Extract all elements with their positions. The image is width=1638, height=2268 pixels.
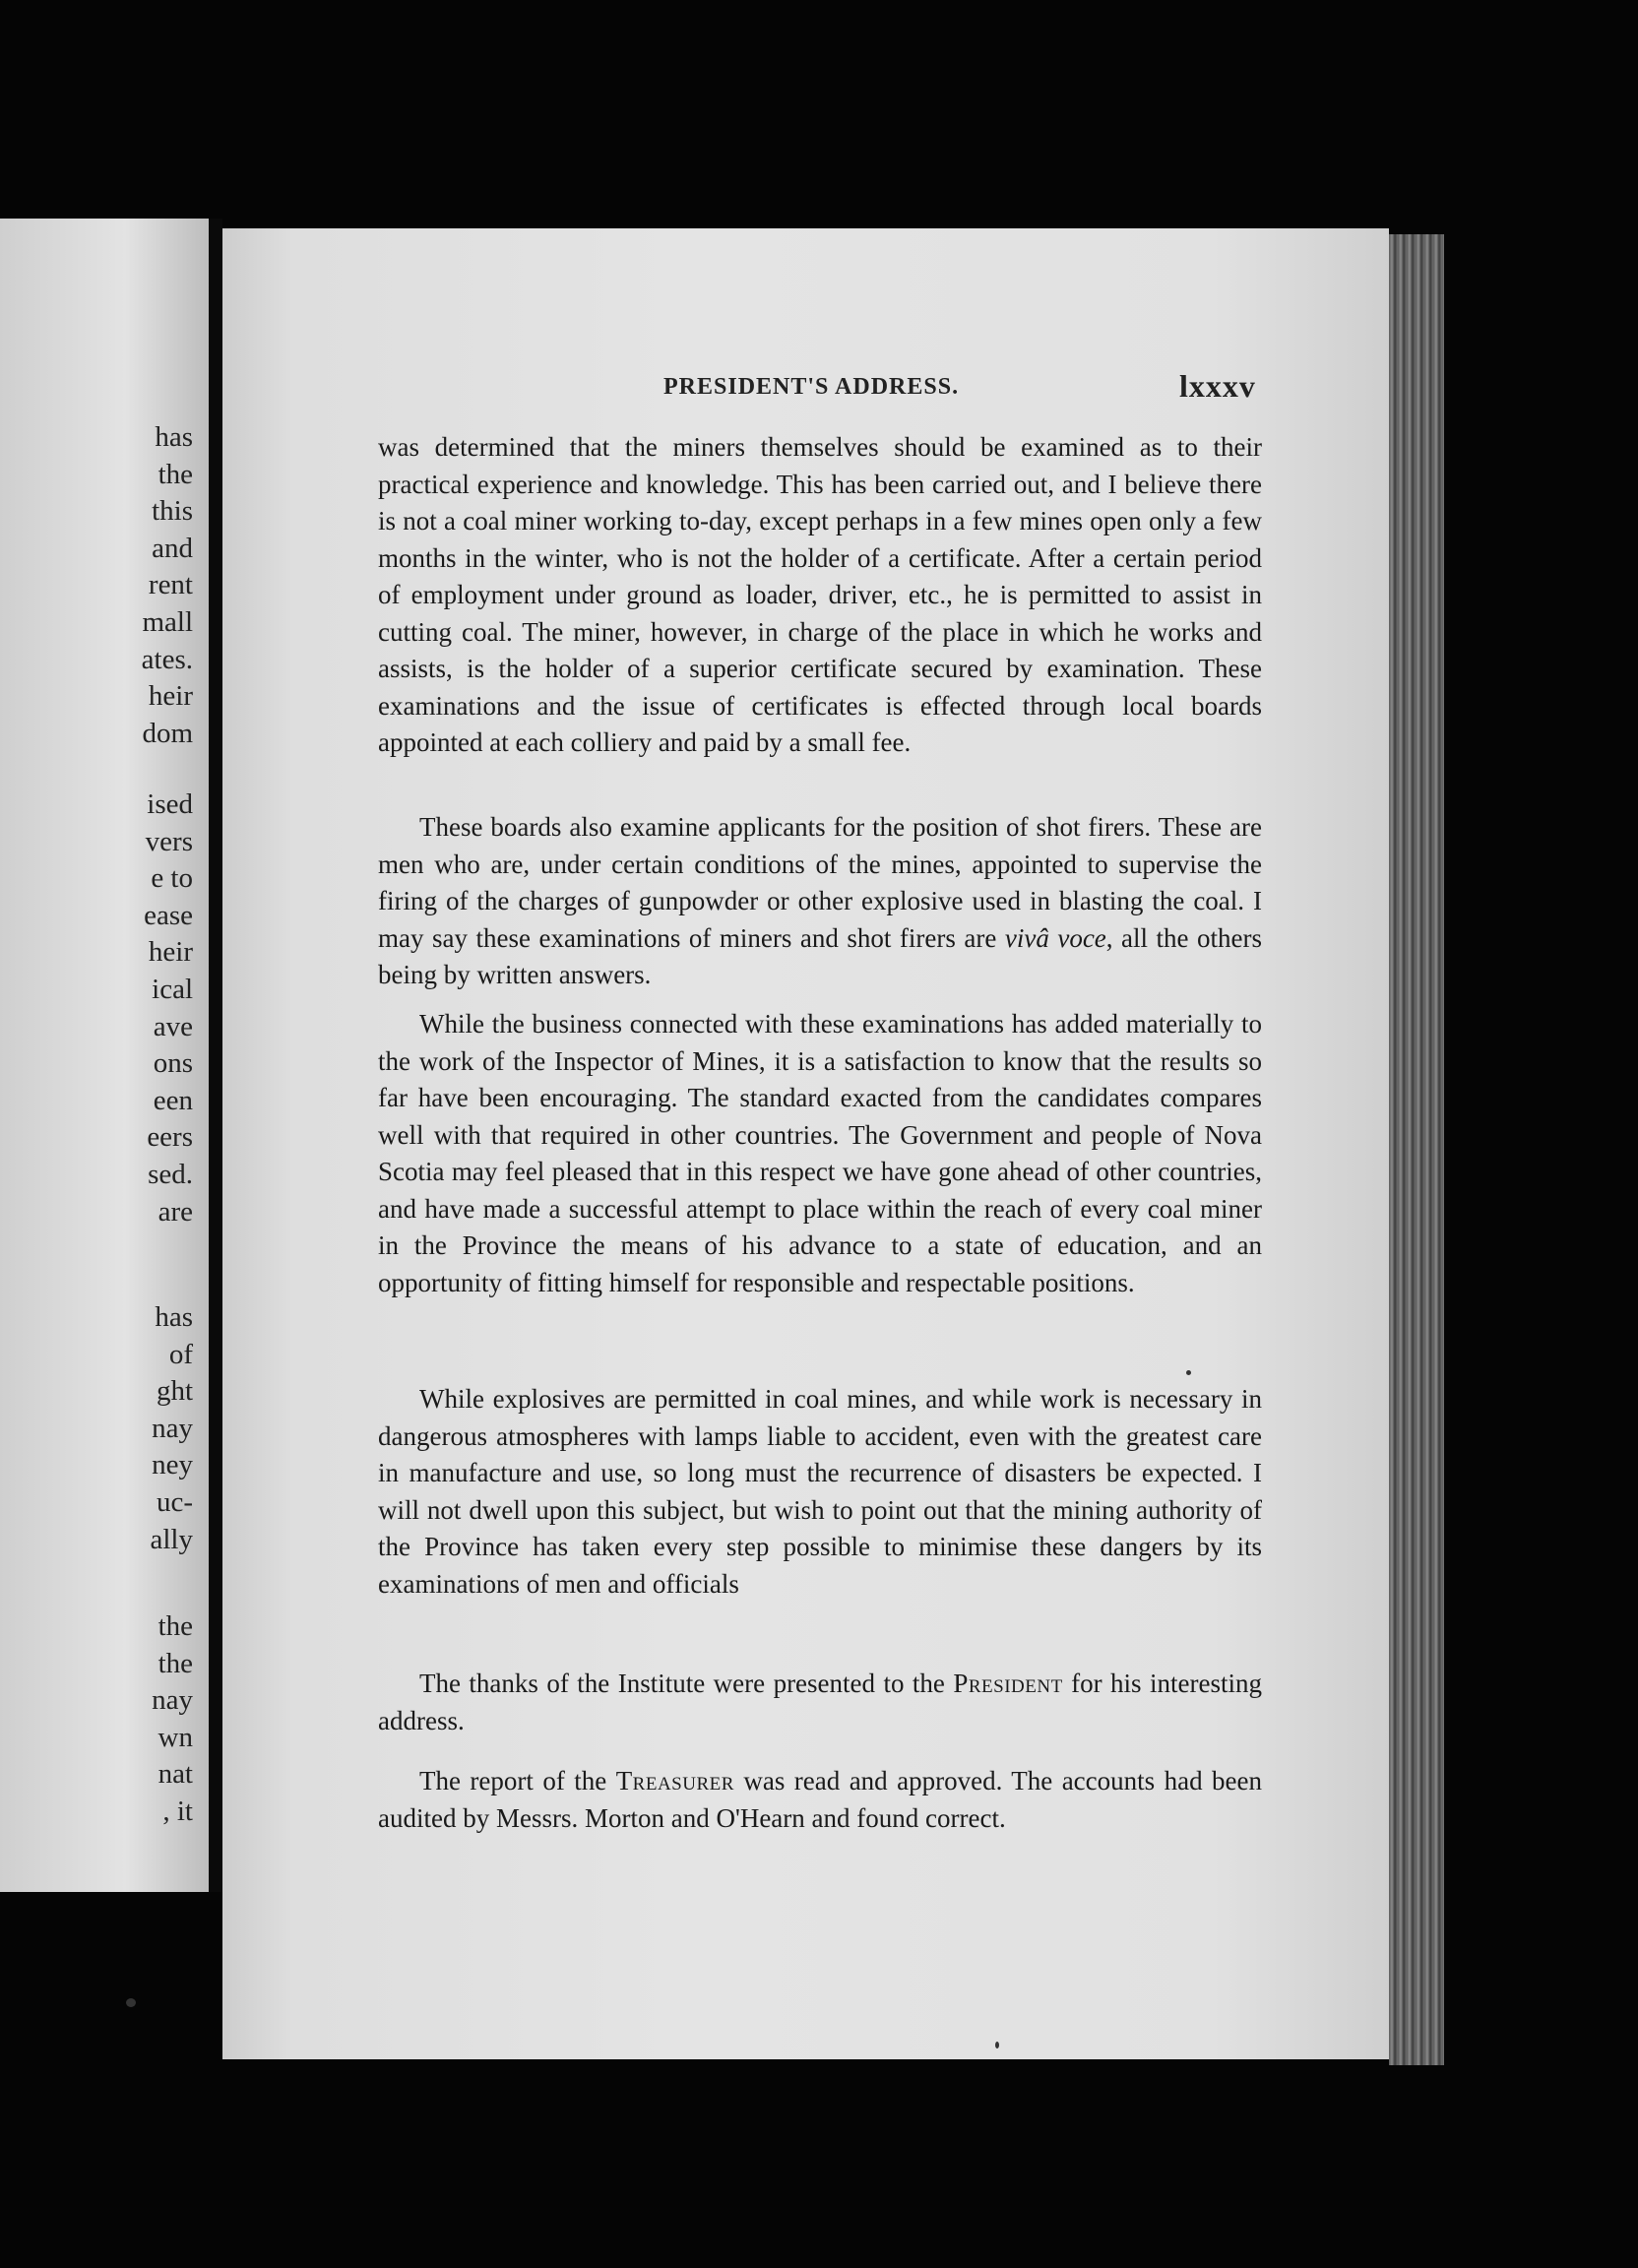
left-page-line-fragment: nay xyxy=(152,1684,193,1716)
left-page-line-fragment: ght xyxy=(156,1375,193,1407)
viva-voce-term: vivâ voce xyxy=(1004,922,1106,953)
left-page-line-fragment: vers xyxy=(145,826,193,857)
left-page-line-fragment: this xyxy=(152,495,193,527)
paragraph-2-text-b: , all the others being by written answers. xyxy=(378,922,1263,989)
paragraph-2-text-a: These boards also examine applicants for the position of shot firers. These are men who are, under certain conditions of the mines, appointed to supervise the firing of the charges of gunpowder or other explosive used in blasting the coal. I may say these examinations of miners and shot firers are xyxy=(378,812,1262,953)
left-page-line-fragment: sed. xyxy=(148,1159,193,1190)
left-page-line-fragment: ave xyxy=(153,1011,193,1042)
left-page-line-fragment: nay xyxy=(152,1413,193,1444)
left-page-line-fragment: of xyxy=(168,1339,193,1370)
page-number: lxxxv xyxy=(1179,368,1256,404)
treasurer-term: Treasurer xyxy=(615,1766,734,1796)
paragraph-6-text-b: was read and approved. The accounts had been audited by Messrs. Morton and O'Hearn and found correct. xyxy=(378,1766,1262,1833)
left-page-line-fragment: has xyxy=(155,1301,193,1333)
left-page-line-fragment: rent xyxy=(148,569,193,600)
page-edge-stack xyxy=(1389,234,1444,2065)
president-term: President xyxy=(953,1669,1063,1698)
body-text-6 xyxy=(378,1763,1262,1837)
left-page-fragment xyxy=(0,219,209,1892)
body-text-5 xyxy=(378,1666,1262,1739)
left-page-line-fragment: heir xyxy=(148,680,193,712)
paragraph-5-text-b: for his interesting address. xyxy=(378,1669,1262,1735)
left-page-line-fragment: ease xyxy=(144,900,193,931)
paragraph-5 xyxy=(378,1666,1262,1739)
left-page-line-fragment: ical xyxy=(152,974,193,1005)
body-text xyxy=(378,429,1262,762)
left-page-line-fragment: ally xyxy=(150,1524,193,1555)
left-page-line-fragment: the xyxy=(158,1610,193,1642)
left-page-line-fragment: ons xyxy=(153,1047,193,1079)
paragraph-6 xyxy=(378,1763,1262,1837)
left-page-line-fragment: , it xyxy=(162,1796,193,1827)
left-page-line-fragment: wn xyxy=(158,1722,193,1753)
left-page-line-fragment: ates. xyxy=(141,644,193,675)
left-page-line-fragment: and xyxy=(152,533,193,564)
paragraph-6-text-a: The report of the xyxy=(419,1766,616,1796)
paragraph-1: was determined that the miners themselves should be examined as to their practical experience and knowledge. This has been carried out, and I believe there is not a coal miner working to-day, except perhaps in a few mines open only a few months in the winter, who is not the holder of a certificate. After a certain period of employment under ground as loader, driver, etc., he is permitted to assist in cutting coal. The miner, however, in charge of the place in which he works and assists, is the holder of a superior certificate secured by examination. These examinations and the issue of certificates is effected through local boards appointed at each colliery and paid by a small fee. xyxy=(378,432,1262,757)
left-page-line-fragment: has xyxy=(155,421,193,453)
left-page-line-fragment: the xyxy=(158,459,193,490)
paragraph-4: While explosives are permitted in coal mines, and while work is necessary in dangerous atmospheres with lamps liable to accident, even with the greatest care in manufacture and use, so long must the recurrence of disasters be expected. I will not dwell upon this subject, but wish to point out that the mining authority of the Province has taken every step possible to minimise these dangers by its examinations of men and officials xyxy=(378,1384,1262,1599)
ink-speck xyxy=(1186,1370,1191,1375)
left-page-line-fragment: e to xyxy=(151,862,193,894)
body-text-4 xyxy=(378,1381,1262,1603)
left-page-line-fragment: heir xyxy=(148,936,193,968)
ink-speck xyxy=(995,2042,999,2048)
left-page-line-fragment: ised xyxy=(147,788,193,820)
running-head: PRESIDENT'S ADDRESS. xyxy=(663,374,960,400)
left-page-line-fragment: are xyxy=(158,1196,193,1228)
body-text-2 xyxy=(378,809,1262,994)
left-page-line-fragment: dom xyxy=(142,718,193,749)
ink-speck xyxy=(126,1998,136,2007)
paragraph-3: While the business connected with these examinations has added materially to the work of the Inspector of Mines, it is a satisfaction to know that the results so far have been encouraging. The standard exacted from the candidates compares well with that required in other countries. The Government and people of Nova Scotia may feel pleased that in this respect we have gone ahead of other countries, and have made a successful attempt to place within the reach of every coal miner in the Province the means of his advance to a state of education, and an opportunity of fitting himself for responsible and respectable positions. xyxy=(378,1009,1262,1297)
left-page-line-fragment: ney xyxy=(152,1449,193,1480)
paragraph-2 xyxy=(378,809,1262,994)
left-page-line-fragment: the xyxy=(158,1648,193,1679)
left-page-line-fragment: eers xyxy=(147,1121,193,1153)
left-page-line-fragment: een xyxy=(153,1085,193,1116)
paragraph-5-text-a: The thanks of the Institute were presented to the xyxy=(419,1669,954,1698)
body-text-3 xyxy=(378,1006,1262,1301)
left-page-line-fragment: uc- xyxy=(156,1486,193,1518)
left-page-line-fragment: mall xyxy=(142,606,193,638)
book-gutter xyxy=(209,219,222,1892)
left-page-line-fragment: nat xyxy=(158,1758,193,1790)
